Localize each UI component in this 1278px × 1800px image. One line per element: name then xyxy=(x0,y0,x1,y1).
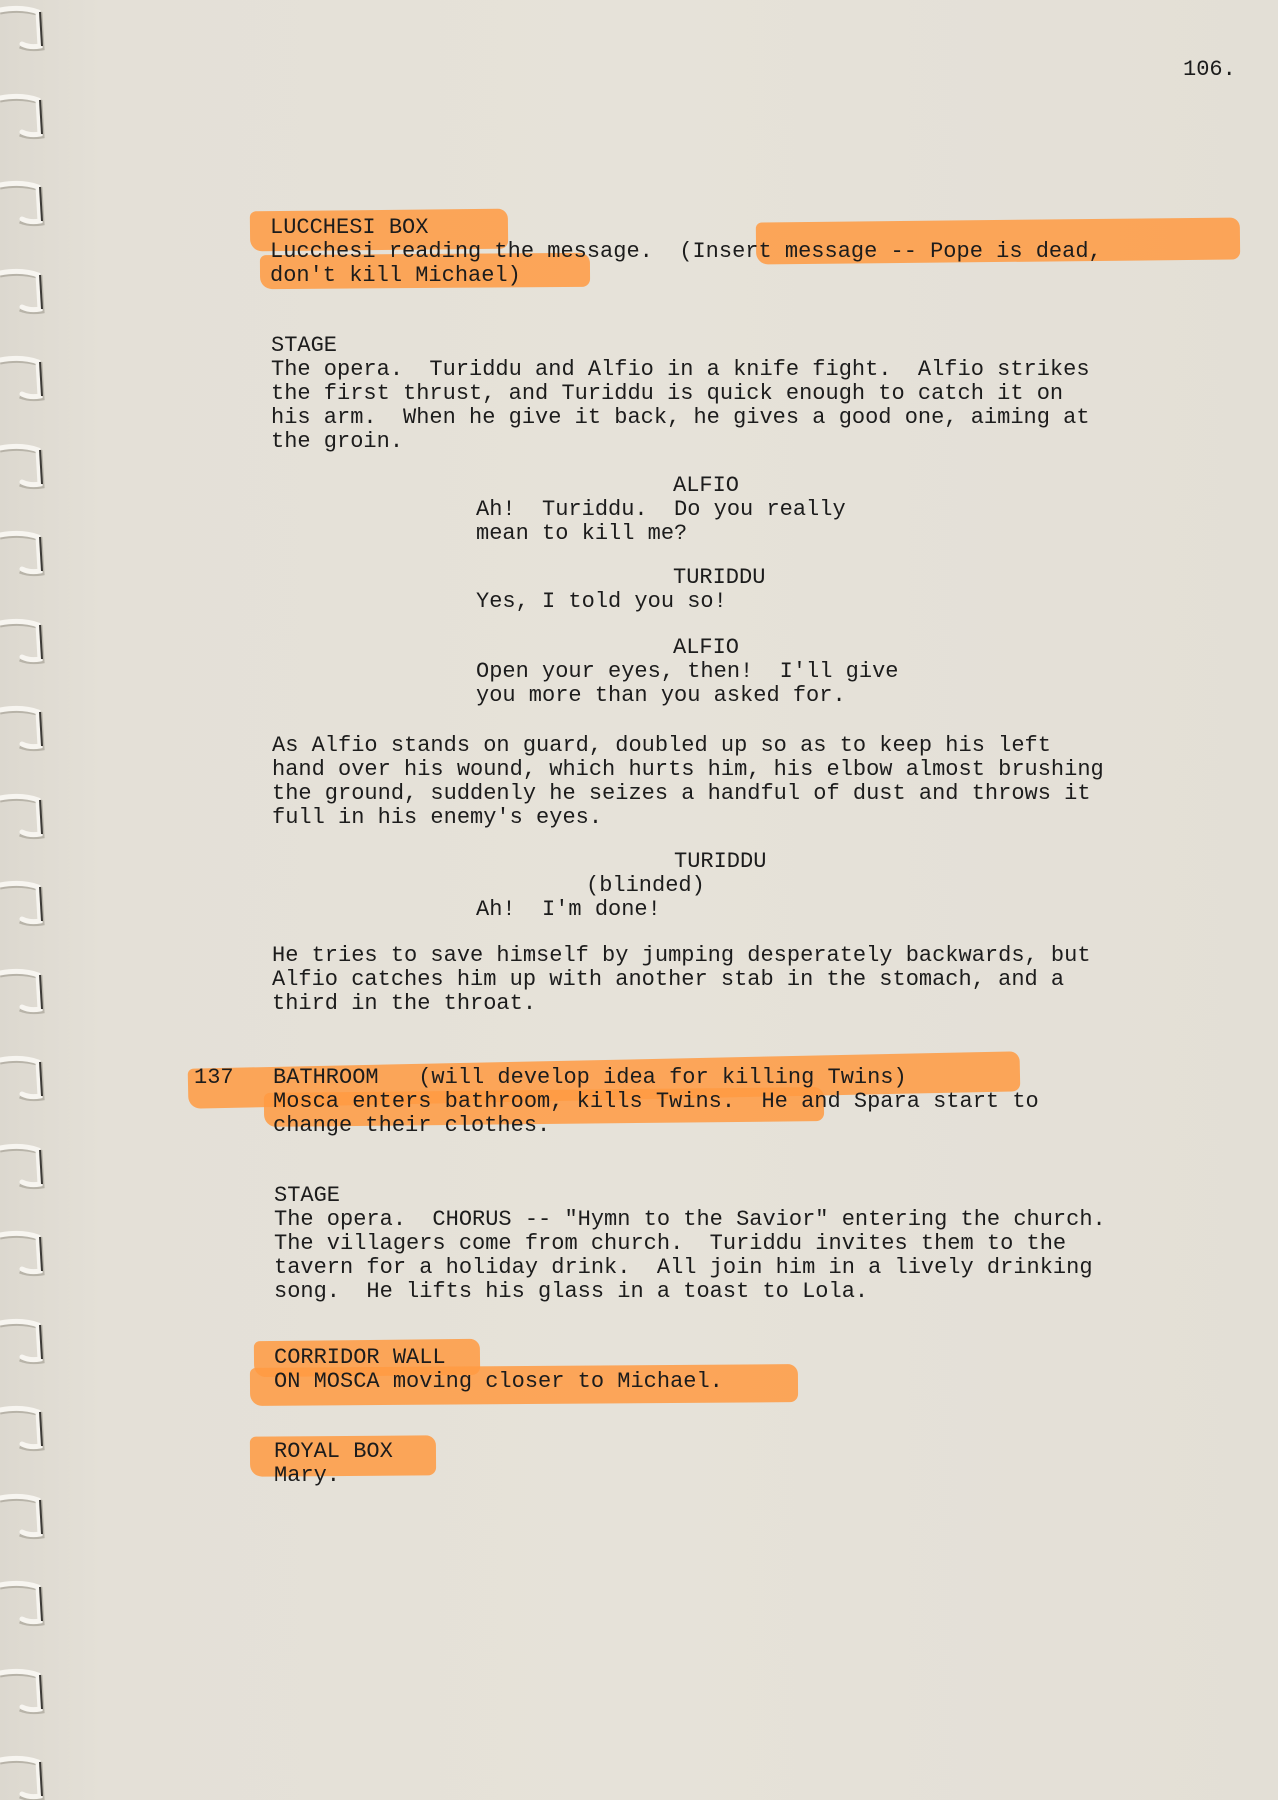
binding-ring xyxy=(0,1142,52,1194)
binding-ring xyxy=(0,179,52,231)
binding-ring xyxy=(0,617,52,669)
scene-heading-stage: STAGE xyxy=(271,333,338,358)
binding-ring xyxy=(0,1229,52,1281)
dialogue-line: you more than you asked for. xyxy=(476,683,846,708)
character-cue-alfio: ALFIO xyxy=(673,635,740,660)
binding-ring xyxy=(0,529,52,581)
scene-heading-stage: STAGE xyxy=(274,1183,341,1208)
binding-ring xyxy=(0,1492,52,1544)
binding-ring xyxy=(0,792,52,844)
binding-ring xyxy=(0,354,52,406)
corridor-action-line: ON MOSCA moving closer to Michael. xyxy=(274,1369,723,1394)
page-number: 106. xyxy=(1183,57,1236,82)
binding-ring xyxy=(0,1667,52,1719)
binding-ring xyxy=(0,4,52,56)
stage-action-line: song. He lifts his glass in a toast to Lola. xyxy=(274,1279,869,1304)
stage-action-line: his arm. When he give it back, he gives a good one, aiming at xyxy=(271,405,1090,430)
action-line: the ground, suddenly he seizes a handful of dust and throws it xyxy=(272,781,1091,806)
bathroom-action-line: Mosca enters bathroom, kills Twins. He and Spara start to xyxy=(273,1089,1039,1114)
binding-ring xyxy=(0,1054,52,1106)
dialogue-line: Open your eyes, then! I'll give xyxy=(476,659,899,684)
action-line: Alfio catches him up with another stab in the stomach, and a xyxy=(272,967,1065,992)
character-cue-turiddu: TURIDDU xyxy=(673,565,766,590)
binding-ring xyxy=(0,704,52,756)
binding-ring xyxy=(0,442,52,494)
binding-ring xyxy=(0,1404,52,1456)
dialogue-line: Ah! I'm done! xyxy=(476,897,661,922)
lucchesi-line-1: Lucchesi reading the message. (Insert message -- Pope is dead, xyxy=(270,239,1102,264)
scene-heading-royal-box: ROYAL BOX xyxy=(274,1439,393,1464)
royal-box-action-line: Mary. xyxy=(274,1463,341,1488)
action-line: He tries to save himself by jumping desperately backwards, but xyxy=(272,943,1091,968)
parenthetical: (blinded) xyxy=(586,873,705,898)
stage-action-line: the first thrust, and Turiddu is quick enough to catch it on xyxy=(271,381,1064,406)
dialogue-line: mean to kill me? xyxy=(476,521,688,546)
action-line: hand over his wound, which hurts him, his elbow almost brushing xyxy=(272,757,1104,782)
action-line: full in his enemy's eyes. xyxy=(272,805,603,830)
spiral-binding xyxy=(0,0,70,1800)
binding-ring xyxy=(0,1754,52,1800)
dialogue-line: Yes, I told you so! xyxy=(476,589,727,614)
action-line: third in the throat. xyxy=(272,991,537,1016)
binding-ring xyxy=(0,267,52,319)
character-cue-alfio: ALFIO xyxy=(673,473,740,498)
scene-number: 137 xyxy=(194,1065,234,1090)
scene-heading-corridor-wall: CORRIDOR WALL xyxy=(274,1345,446,1370)
action-line: As Alfio stands on guard, doubled up so as to keep his left xyxy=(272,733,1051,758)
dialogue-line: Ah! Turiddu. Do you really xyxy=(476,497,846,522)
binding-ring xyxy=(0,92,52,144)
scene-heading-lucchesi-box: LUCCHESI BOX xyxy=(270,215,429,240)
binding-ring xyxy=(0,1579,52,1631)
lucchesi-line-2: don't kill Michael) xyxy=(270,263,521,288)
binding-ring xyxy=(0,967,52,1019)
stage-action-line: tavern for a holiday drink. All join him in a lively drinking xyxy=(274,1255,1093,1280)
stage-action-line: The opera. Turiddu and Alfio in a knife fight. Alfio strikes xyxy=(271,357,1090,382)
stage-action-line: The villagers come from church. Turiddu invites them to the xyxy=(274,1231,1067,1256)
character-cue-turiddu: TURIDDU xyxy=(674,849,767,874)
binding-ring xyxy=(0,1317,52,1369)
stage-action-line: The opera. CHORUS -- "Hymn to the Savior" entering the church. xyxy=(274,1207,1106,1232)
stage-action-line: the groin. xyxy=(271,429,404,454)
bathroom-action-line: change their clothes. xyxy=(273,1113,551,1138)
scene-heading-bathroom: BATHROOM (will develop idea for killing Twins) xyxy=(273,1065,907,1090)
binding-ring xyxy=(0,879,52,931)
